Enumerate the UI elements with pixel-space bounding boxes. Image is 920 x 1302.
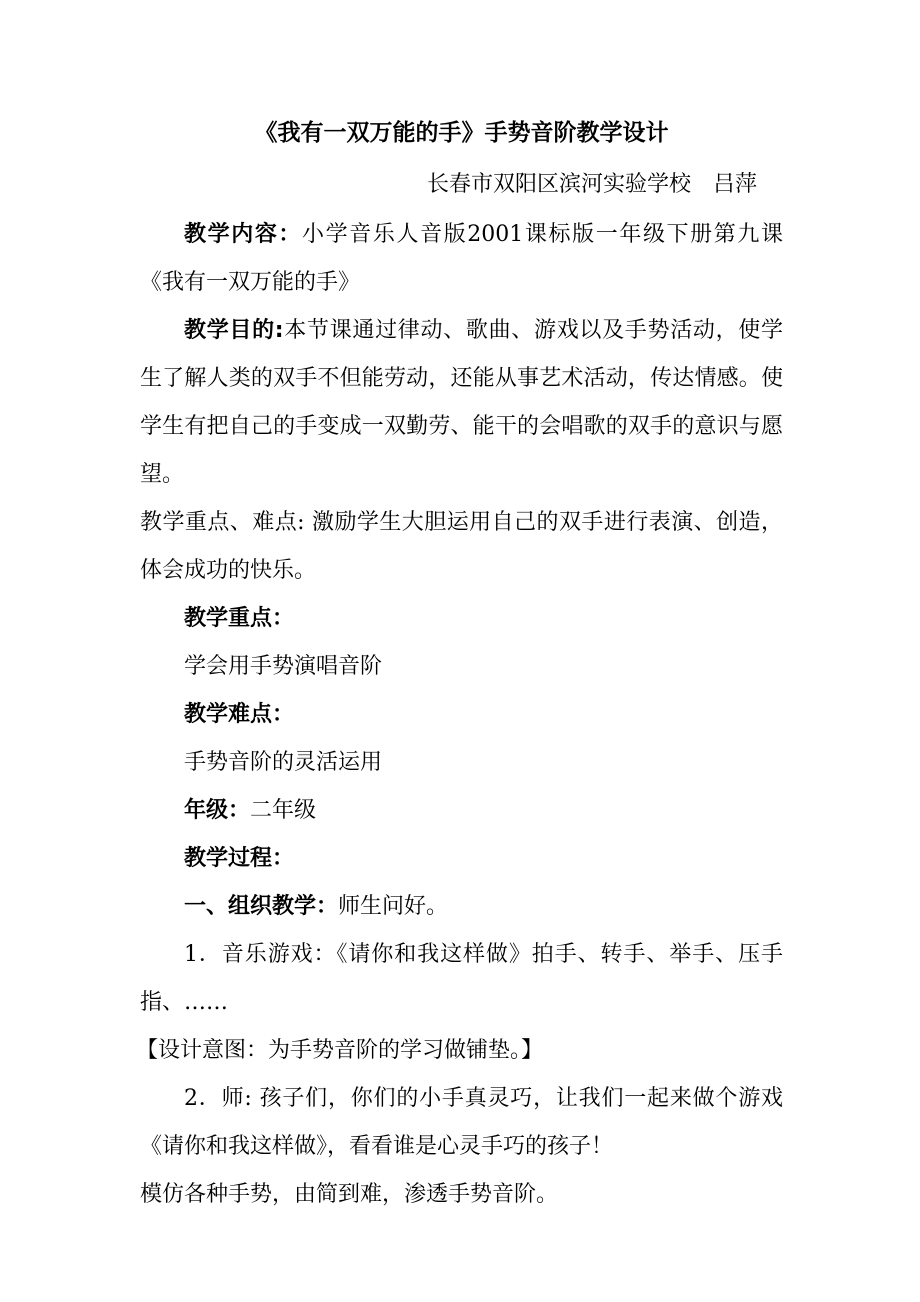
text: 小学音乐人音版2001课标版一年级下册第九课《我有一双万能的手》 [140,222,783,295]
paragraph-teaching-goal [140,307,783,499]
label: 教学过程： [184,846,295,871]
label: 教学难点： [184,702,295,727]
author-line: 长春市双阳区滨河实验学校 吕萍 [426,172,757,197]
paragraph-design-intent: 【设计意图：为手势音阶的学习做铺垫。】 [136,1038,544,1063]
text: 师生问好。 [338,894,449,919]
heading-process [140,835,783,883]
label: 一、组织教学： [184,894,339,919]
text: 二年级 [250,798,317,823]
paragraph-step-2: 2．师: 孩子们，你们的小手真灵巧，让我们一起来做个游戏《请你和我这样做》，看看谁是心灵手巧的孩子！ [140,1086,783,1159]
heading-key-points [140,595,783,643]
paragraph-key-points: 学会用手势演唱音阶 [184,654,383,679]
label: 年级： [184,798,251,823]
paragraph-imitate: 模仿各种手势，由简到难，渗透手势音阶。 [140,1182,559,1207]
label: 教学重点： [184,606,295,631]
paragraph-key-difficult: 教学重点、难点: 激励学生大胆运用自己的双手进行表演、创造，体会成功的快乐。 [140,510,783,583]
paragraph-organize [140,883,783,931]
label: 教学内容： [184,222,303,247]
paragraph-step-1: 1．音乐游戏：《请你和我这样做》拍手、转手、举手、压手指、…… [140,942,783,1015]
paragraph-grade [140,787,783,835]
document-title: 《我有一双万能的手》手势音阶教学设计 [254,120,669,146]
text: 本节课通过律动、歌曲、游戏以及手势活动，使学生了解人类的双手不但能劳动，还能从事艺术活动，传达情感。使学生有把自己的手变成一双勤劳、能干的会唱歌的双手的意识与愿望。 [140,318,783,487]
paragraph-teaching-content [140,211,783,307]
document-page [136,109,783,1219]
heading-difficulties [140,691,783,739]
label: 教学目的: [184,318,284,343]
paragraph-difficulties: 手势音阶的灵活运用 [184,750,383,775]
